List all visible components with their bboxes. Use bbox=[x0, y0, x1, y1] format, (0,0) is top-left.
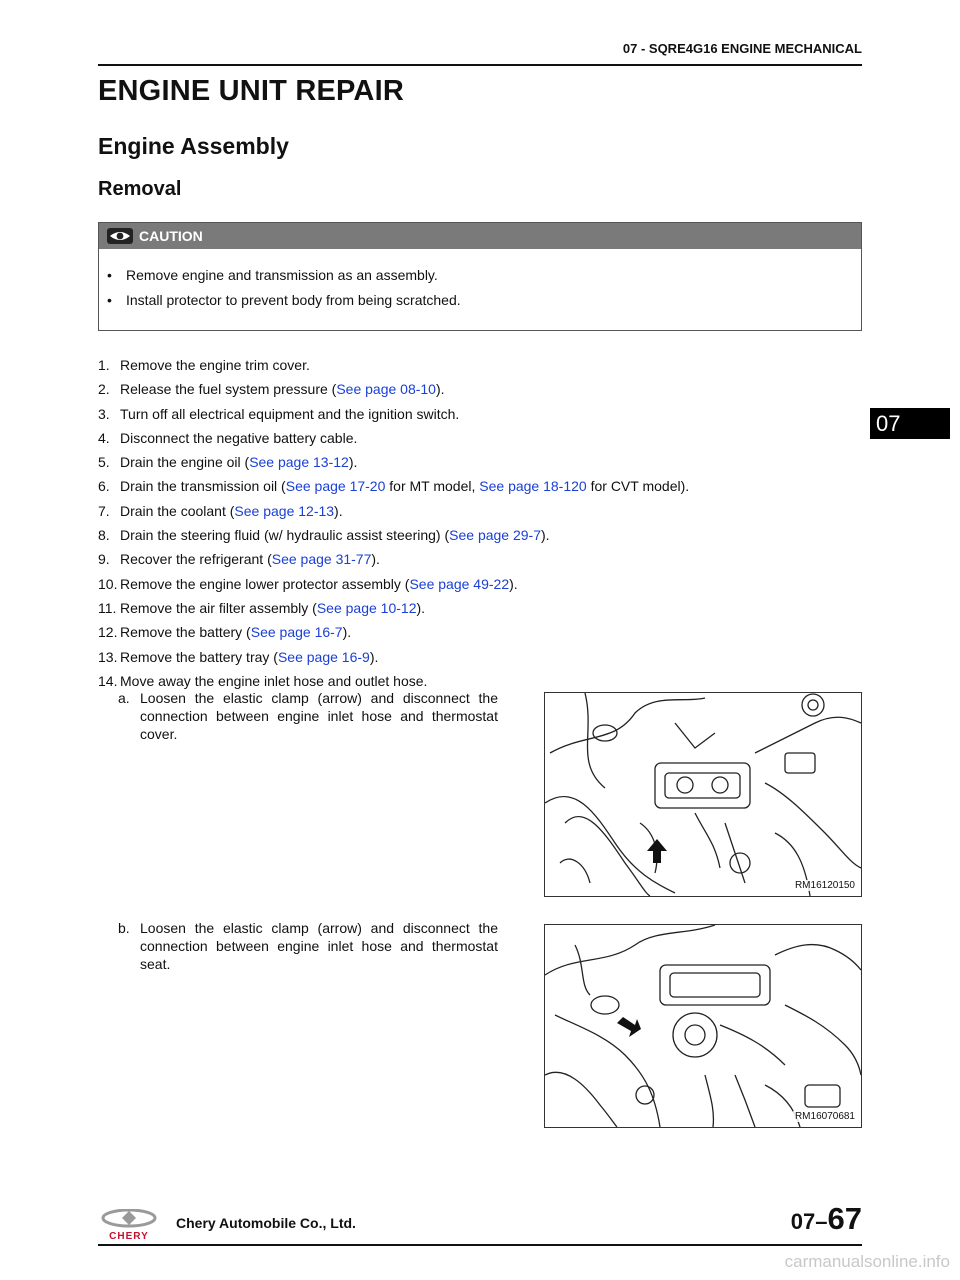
step-number: 8. bbox=[98, 527, 110, 544]
step-text bbox=[120, 478, 689, 502]
chery-logo-icon bbox=[100, 1209, 158, 1241]
step-number: 3. bbox=[98, 405, 110, 422]
page-reference-link[interactable]: See page 10-12 bbox=[316, 599, 417, 616]
step-text bbox=[120, 600, 425, 624]
svg-text:CHERY: CHERY bbox=[109, 1231, 149, 1241]
caution-box bbox=[98, 222, 862, 331]
page-reference-link[interactable]: See page 31-77 bbox=[271, 551, 372, 568]
steps-list bbox=[98, 357, 868, 697]
page-reference-link[interactable]: See page 12-13 bbox=[234, 502, 335, 519]
step-text-part: ). bbox=[348, 454, 358, 471]
image-code: RM16120150 bbox=[794, 880, 855, 891]
subtitle: Engine Assembly bbox=[98, 133, 289, 159]
step-text-part: Remove the engine trim cover. bbox=[120, 357, 310, 373]
step-number: 2. bbox=[98, 381, 110, 398]
substep-b bbox=[118, 919, 498, 973]
page-reference-link[interactable]: See page 17-20 bbox=[285, 478, 386, 495]
page-reference-link[interactable]: See page 29-7 bbox=[449, 527, 541, 544]
page-reference-link[interactable]: See page 16-9 bbox=[277, 648, 370, 665]
step-text bbox=[120, 551, 380, 575]
step-item bbox=[98, 649, 868, 673]
step-text-part: Drain the steering fluid (w/ hydraulic assist steering) ( bbox=[120, 527, 450, 544]
step-item bbox=[98, 381, 868, 405]
step-text-part: Recover the refrigerant ( bbox=[120, 551, 272, 568]
step-text-part: ). bbox=[369, 648, 379, 665]
caution-item: • Remove engine and transmission as an assembly. bbox=[107, 267, 438, 283]
step-text bbox=[120, 381, 445, 405]
caution-bar bbox=[99, 223, 861, 249]
step-text-part: Remove the battery ( bbox=[120, 624, 251, 641]
step-number: 12. bbox=[98, 624, 118, 641]
step-text bbox=[120, 576, 518, 600]
watermark: carmanualsonline.info bbox=[784, 1252, 950, 1271]
caution-item: • Install protector to prevent body from being scratched. bbox=[107, 292, 461, 308]
step-number: 1. bbox=[98, 357, 110, 373]
step-text-part: ). bbox=[416, 599, 426, 616]
engine-photo-b bbox=[544, 924, 862, 1128]
page-reference-link[interactable]: See page 16-7 bbox=[250, 624, 343, 641]
page-prefix: 07– bbox=[790, 1209, 828, 1234]
engine-illustration bbox=[545, 693, 861, 896]
chapter-tab: 07 bbox=[870, 408, 950, 439]
bullet-icon: • bbox=[107, 267, 112, 283]
step-item bbox=[98, 503, 868, 527]
step-text bbox=[120, 357, 310, 381]
page-title: ENGINE UNIT REPAIR bbox=[98, 75, 404, 107]
step-number: 13. bbox=[98, 648, 118, 665]
step-text-part: ). bbox=[334, 502, 343, 519]
caution-list bbox=[107, 267, 461, 317]
step-text-part: Move away the engine inlet hose and outlet hose. bbox=[120, 672, 428, 689]
step-text-part: Drain the coolant ( bbox=[120, 502, 235, 519]
page-reference-link[interactable]: See page 13-12 bbox=[249, 454, 349, 471]
step-text bbox=[120, 406, 459, 430]
page-number bbox=[791, 1201, 862, 1237]
section-heading: Removal bbox=[98, 178, 182, 200]
step-text bbox=[120, 649, 378, 673]
eye-icon bbox=[107, 228, 133, 244]
step-number: 9. bbox=[98, 551, 110, 568]
step-number: 11. bbox=[98, 599, 117, 616]
step-text-part: ). bbox=[371, 551, 380, 568]
step-text-part: ). bbox=[541, 527, 550, 544]
header-rule bbox=[98, 64, 862, 66]
step-item bbox=[98, 478, 868, 502]
step-text-part: Turn off all electrical equipment and the ignition switch. bbox=[120, 405, 460, 422]
substep-text: Loosen the elastic clamp (arrow) and disconnect the connection between engine inlet hose and thermostat cover. bbox=[140, 690, 498, 742]
company-name: Chery Automobile Co., Ltd. bbox=[176, 1215, 356, 1231]
step-item bbox=[98, 454, 868, 478]
substep-letter: a. bbox=[118, 690, 130, 706]
step-item bbox=[98, 527, 868, 551]
step-text bbox=[120, 527, 550, 551]
step-text-part: Release the fuel system pressure ( bbox=[120, 381, 337, 398]
step-text-part: ). bbox=[509, 575, 518, 592]
step-number: 14. bbox=[98, 672, 118, 689]
step-text-part: for MT model, bbox=[385, 478, 480, 495]
image-code: RM16070681 bbox=[794, 1111, 855, 1122]
step-text-part: Remove the battery tray ( bbox=[120, 648, 278, 665]
step-text bbox=[120, 503, 343, 527]
page-reference-link[interactable]: See page 18-120 bbox=[479, 478, 587, 495]
step-item bbox=[98, 357, 868, 381]
step-text-part: Drain the transmission oil ( bbox=[120, 478, 286, 495]
step-item bbox=[98, 576, 868, 600]
substep-a bbox=[118, 689, 498, 743]
step-number: 7. bbox=[98, 502, 110, 519]
footer-rule bbox=[98, 1244, 862, 1246]
bullet-icon: • bbox=[107, 292, 112, 308]
step-number: 5. bbox=[98, 454, 110, 471]
step-number: 10. bbox=[98, 575, 118, 592]
step-number: 4. bbox=[98, 429, 110, 446]
step-text-part: Remove the engine lower protector assembly ( bbox=[120, 575, 410, 592]
step-item bbox=[98, 600, 868, 624]
substep-letter: b. bbox=[118, 920, 130, 936]
chery-logo bbox=[100, 1209, 158, 1241]
step-text-part: Remove the air filter assembly ( bbox=[120, 599, 317, 616]
step-item bbox=[98, 430, 868, 454]
step-text-part: Drain the engine oil ( bbox=[120, 454, 250, 471]
step-text bbox=[120, 454, 357, 478]
step-text bbox=[120, 624, 351, 648]
step-item bbox=[98, 551, 868, 575]
step-text-part: ). bbox=[342, 624, 352, 641]
step-item bbox=[98, 624, 868, 648]
page-num: 67 bbox=[827, 1201, 862, 1236]
engine-illustration bbox=[545, 925, 861, 1127]
page-reference-link[interactable]: See page 08-10 bbox=[336, 381, 436, 398]
step-item bbox=[98, 406, 868, 430]
step-text bbox=[120, 430, 357, 454]
step-text-part: ). bbox=[435, 381, 445, 398]
step-number: 6. bbox=[98, 478, 110, 495]
step-text-part: Disconnect the negative battery cable. bbox=[120, 429, 358, 446]
section-header: 07 - SQRE4G16 ENGINE MECHANICAL bbox=[622, 41, 862, 56]
engine-photo-a bbox=[544, 692, 862, 897]
page-reference-link[interactable]: See page 49-22 bbox=[409, 575, 510, 592]
substep-text: Loosen the elastic clamp (arrow) and disconnect the connection between engine inlet hose and thermostat seat. bbox=[140, 920, 498, 972]
step-text-part: for CVT model). bbox=[586, 478, 690, 495]
caution-label: CAUTION bbox=[139, 228, 203, 244]
